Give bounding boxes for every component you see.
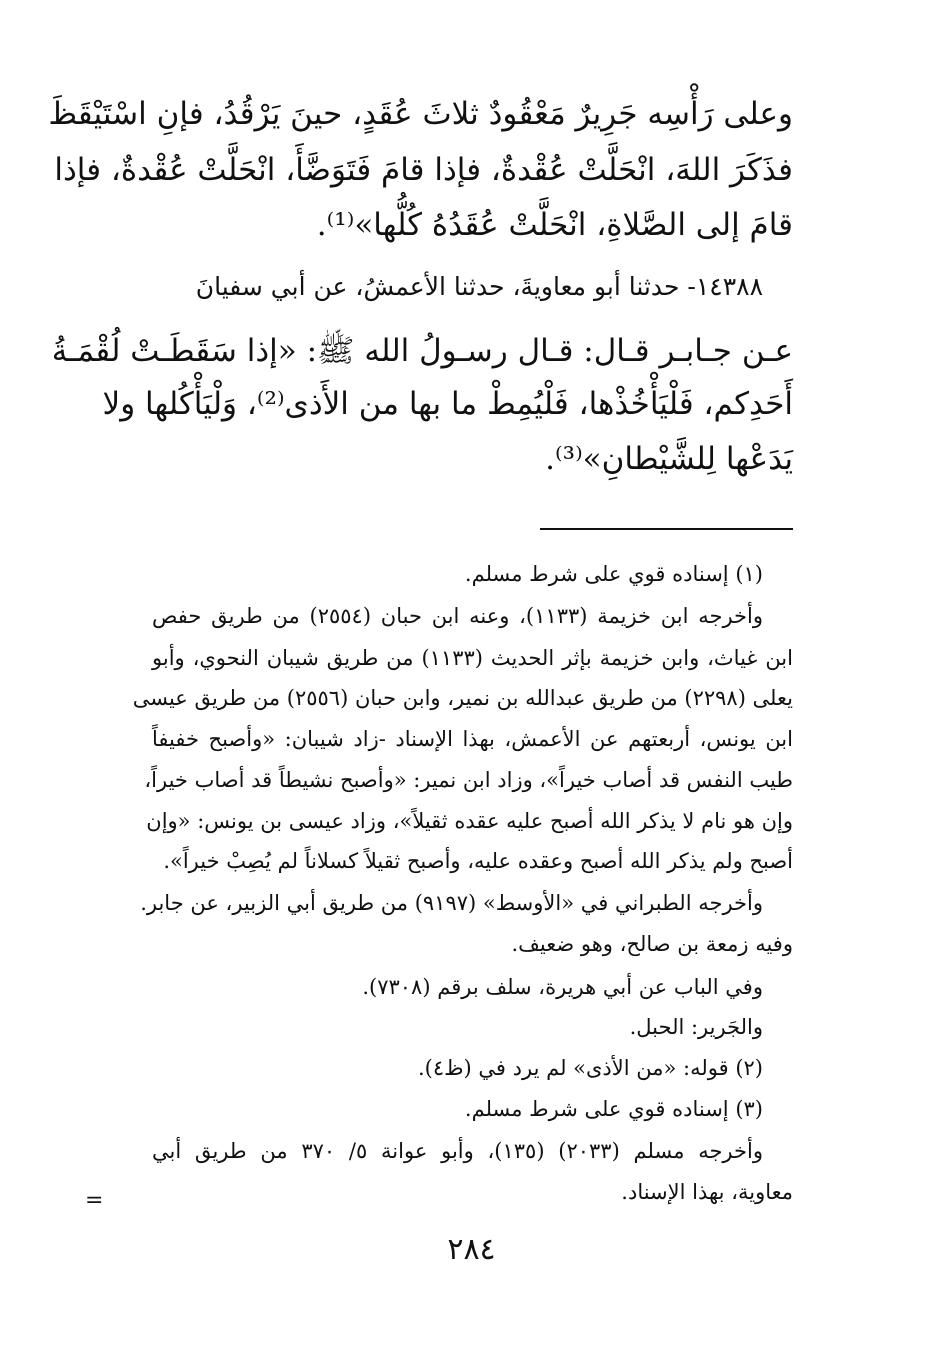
footnote-line: (٢) قوله: «من الأذى» لم يرد في (ظ٤). xyxy=(417,1056,763,1080)
main-text-line-1: وعلى رَأْسِه جَرِيرٌ مَعْقُودٌ ثلاثَ عُقَدٍ، حينَ يَرْقُدُ، فإنِ اسْتَيْقَظَ xyxy=(48,96,793,132)
hadith-text-line-2: أَحَدِكم، فَلْيَأْخُذْها، فَلْيُمِطْ ما بها من الأَذى⁽²⁾، وَلْيَأْكُلها ولا xyxy=(102,386,793,422)
footnote-line: وإن هو نام لا يذكر الله أصبح عليه عقده ثقيلاً»، وزاد عيسى بن يونس: «وإن xyxy=(146,809,793,833)
footnote-line: وأخرجه الطبراني في «الأوسط» (٩١٩٧) من طريق أبي الزبير، عن جابر. xyxy=(140,891,763,915)
footnote-line: يعلى (٢٢٩٨) من طريق عبدالله بن نمير، وابن حبان (٢٥٥٦) من طريق عيسى xyxy=(132,686,793,710)
footnote-line: وأخرجه مسلم (٢٠٣٣) (١٣٥)، وأبو عوانة ٥/ ٣٧٠ من طريق أبي xyxy=(152,1139,763,1163)
hadith-text-line-1: عـن جـابـر قـال: قـال رسـولُ الله ﷺ: «إذا سَقَطَـتْ لُقْمَـةُ xyxy=(51,333,793,369)
footnote-line: والجَرير: الحبل. xyxy=(629,1015,763,1039)
footnote-line: وأخرجه ابن خزيمة (١١٣٣)، وعنه ابن حبان (٢٥٥٤) من طريق حفص xyxy=(152,604,764,628)
page-number: ٢٨٤ xyxy=(447,1232,496,1267)
footnote-line: ابن غياث، وابن خزيمة بإثر الحديث (١١٣٣) من طريق شيبان النحوي، وأبو xyxy=(152,646,793,670)
footnote-line: وفيه زمعة بن صالح، وهو ضعيف. xyxy=(511,932,793,956)
footnote-line: وفي الباب عن أبي هريرة، سلف برقم (٧٣٠٨). xyxy=(362,975,763,999)
footnote-line: معاوية، بهذا الإسناد. xyxy=(621,1180,793,1204)
continuation-mark: = xyxy=(85,1188,104,1213)
main-text-line-3: قامَ إلى الصَّلاةِ، انْحَلَّتْ عُقَدُهُ كُلُّها»⁽¹⁾. xyxy=(316,207,793,243)
footnote-separator xyxy=(540,528,793,530)
hadith-number-line: ١٤٣٨٨- حدثنا أبو معاويةَ، حدثنا الأعمشُ، عن أبي سفيانَ xyxy=(195,272,763,301)
footnote-line: ابن يونس، أربعتهم عن الأعمش، بهذا الإسناد -زاد شيبان: «وأصبح خفيفاً xyxy=(152,727,793,751)
hadith-text-line-3: يَدَعْها لِلشَّيْطانِ»⁽³⁾. xyxy=(545,441,793,477)
footnote-line: أصبح ولم يذكر الله أصبح وعقده عليه، وأصبح ثقيلاً كسلاناً لم يُصِبْ خيراً». xyxy=(163,849,793,873)
main-text-line-2: فذَكَرَ اللهَ، انْحَلَّتْ عُقْدةٌ، فإذا قامَ فَتَوَضَّأَ، انْحَلَّتْ عُقْدةٌ، فإذا xyxy=(54,152,793,188)
footnote-line: (١) إسناده قوي على شرط مسلم. xyxy=(464,562,763,586)
footnote-line: طيب النفس قد أصاب خيراً»، وزاد ابن نمير: «وأصبح نشيطاً قد أصاب خيراً، xyxy=(144,768,793,792)
footnote-line: (٣) إسناده قوي على شرط مسلم. xyxy=(464,1097,763,1121)
